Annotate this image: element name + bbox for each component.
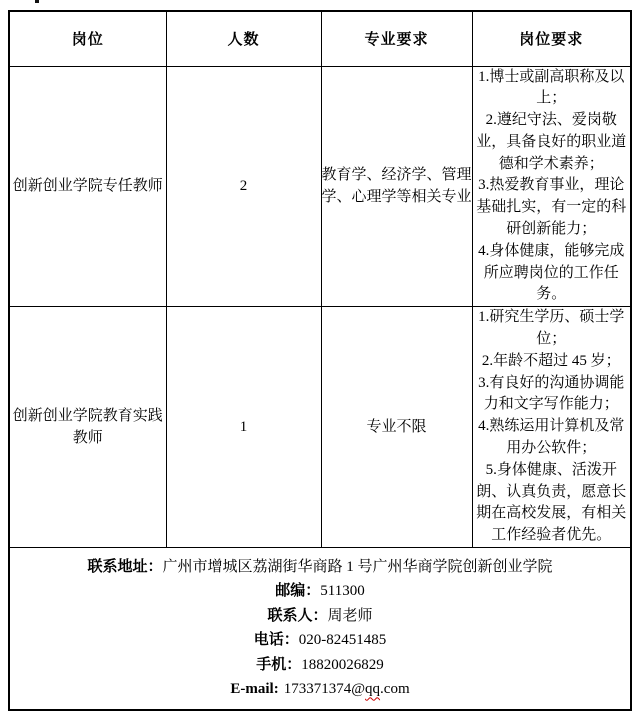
- contact-section: [9, 548, 631, 710]
- contact-mobile-value: 18820026829: [301, 656, 384, 673]
- contact-phone-label: 电话：: [253, 632, 299, 649]
- contact-email-label: E-mail:: [230, 681, 279, 698]
- contact-phone: [10, 628, 630, 653]
- col-header-major: 专业要求: [321, 11, 472, 66]
- contact-mobile-label: 手机：: [256, 656, 302, 673]
- requirement-item: 1.研究生学历、硕士学位；: [478, 309, 625, 348]
- contact-address-value: 广州市增城区荔湖街华商路 1 号广州华商学院创新创业学院: [162, 558, 553, 575]
- contact-postcode: [10, 579, 630, 604]
- cell-requirements-1: [472, 66, 631, 307]
- col-header-position: 岗位: [9, 11, 166, 66]
- requirement-item: 4.熟练运用计算机及常用办公软件；: [478, 418, 625, 457]
- contact-person-value: 周老师: [327, 607, 373, 624]
- requirement-item: 1.博士或副高职称及以上；: [478, 68, 625, 107]
- contact-person-label: 联系人：: [267, 607, 328, 624]
- cell-position-1: 创新创业学院专任教师: [9, 66, 166, 307]
- requirement-item: 4.身体健康，能够完成所应聘岗位的工作任务。: [478, 242, 625, 303]
- requirement-item: 2.年龄不超过 45 岁；: [481, 352, 621, 369]
- contact-person: [10, 604, 630, 629]
- contact-postcode-value: 511300: [320, 583, 365, 600]
- contact-email: [10, 677, 630, 702]
- cell-count-1: 2: [166, 66, 321, 307]
- requirement-item: 2.遵纪守法、爱岗敬业，具备良好的职业道德和学术素养；: [476, 112, 627, 172]
- table-row: [9, 307, 631, 548]
- contact-email-suffix: .com: [380, 681, 410, 698]
- cell-position-2: 创新创业学院教育实践教师: [9, 307, 166, 548]
- col-header-count: 人数: [166, 11, 321, 66]
- contact-mobile: [10, 653, 630, 678]
- table-row: [9, 66, 631, 307]
- cell-major-2: 专业不限: [321, 307, 472, 548]
- cell-requirements-2: [472, 307, 631, 548]
- recruitment-table: [8, 10, 632, 711]
- contact-row: [9, 548, 631, 710]
- requirement-item: 3.有良好的沟通协调能力和文字写作能力；: [478, 374, 625, 413]
- requirement-item: 5.身体健康、活泼开朗、认真负责，愿意长期在高校发展，有相关工作经验者优先。: [476, 461, 627, 544]
- requirement-item: 3.热爱教育事业，理论基础扎实，有一定的科研创新能力；: [476, 177, 627, 238]
- table-header-row: [9, 11, 631, 66]
- contact-address-label: 联系地址：: [87, 558, 163, 575]
- contact-email-misspelled-part: qq: [365, 681, 381, 698]
- contact-email-value: [284, 681, 410, 697]
- contact-phone-value: 020-82451485: [298, 632, 387, 649]
- contact-email-prefix: 173371374@: [283, 681, 366, 698]
- contact-postcode-label: 邮编：: [275, 583, 321, 600]
- contact-address: [10, 555, 630, 580]
- cell-count-2: 1: [166, 307, 321, 548]
- cell-major-1: 教育学、经济学、管理学、心理学等相关专业: [321, 66, 472, 307]
- clipped-text-artifact: [35, 0, 39, 3]
- col-header-requirements: 岗位要求: [472, 11, 631, 66]
